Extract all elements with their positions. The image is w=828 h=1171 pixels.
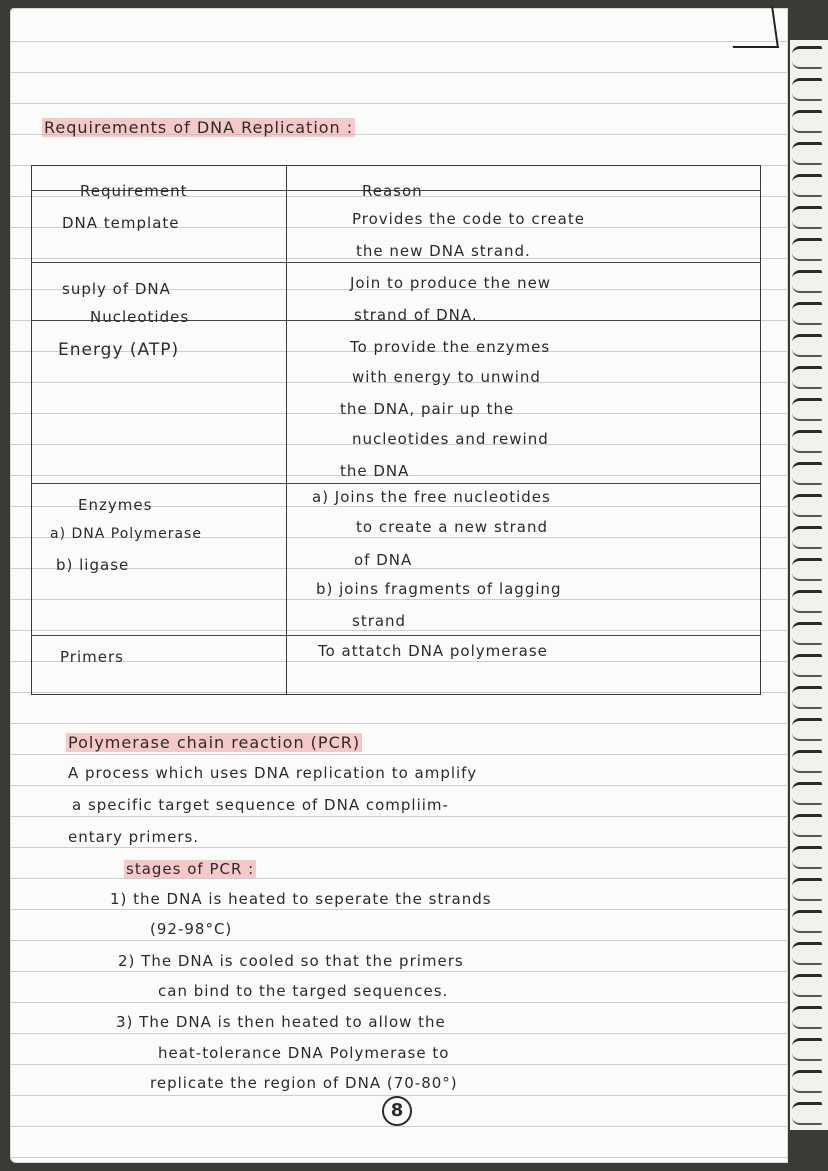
- spiral-ring: [792, 206, 822, 229]
- column-header-reason: Reason: [362, 182, 423, 200]
- reason-line: of DNA: [354, 551, 413, 569]
- spiral-ring: [792, 974, 822, 997]
- table-divider: [31, 483, 761, 484]
- spiral-ring: [792, 686, 822, 709]
- spiral-ring: [792, 590, 822, 613]
- spiral-ring: [792, 78, 822, 101]
- reason-line: the new DNA strand.: [356, 242, 531, 260]
- reason-line: the DNA: [340, 462, 410, 480]
- page-number: 8: [382, 1096, 412, 1126]
- stage-line: replicate the region of DNA (70-80°): [150, 1074, 458, 1092]
- spiral-ring: [792, 718, 822, 741]
- pcr-definition-line: a specific target sequence of DNA compliim-: [72, 796, 449, 814]
- reason-line: b) joins fragments of lagging: [316, 580, 562, 598]
- stage-line: heat-tolerance DNA Polymerase to: [158, 1044, 450, 1062]
- spiral-ring: [792, 782, 822, 805]
- spiral-ring: [792, 110, 822, 133]
- reason-line: strand of DNA.: [354, 306, 478, 324]
- spiral-ring: [792, 142, 822, 165]
- reason-line: to create a new strand: [356, 518, 549, 536]
- spiral-ring: [792, 494, 822, 517]
- requirement-cell: Enzymes: [78, 496, 153, 514]
- spiral-ring: [792, 942, 822, 965]
- requirement-cell: Energy (ATP): [58, 340, 180, 360]
- pcr-definition-line: entary primers.: [68, 828, 200, 846]
- spiral-ring: [792, 846, 822, 869]
- stage-line: 1) the DNA is heated to seperate the strands: [110, 890, 492, 908]
- spiral-ring: [792, 366, 822, 389]
- spiral-ring: [792, 1102, 822, 1125]
- stages-heading: stages of PCR :: [126, 860, 255, 878]
- spiral-ring: [792, 334, 822, 357]
- reason-line: a) Joins the free nucleotides: [312, 488, 551, 506]
- reason-line: To provide the enzymes: [350, 338, 551, 356]
- reason-line: Join to produce the new: [350, 274, 552, 292]
- requirement-cell: Nucleotides: [90, 308, 190, 326]
- pcr-title: Polymerase chain reaction (PCR): [68, 733, 361, 752]
- spiral-ring: [792, 1006, 822, 1029]
- reason-line: the DNA, pair up the: [340, 400, 515, 418]
- requirement-cell: suply of DNA: [62, 280, 171, 298]
- spiral-ring: [792, 238, 822, 261]
- table-divider: [31, 635, 761, 636]
- spiral-ring: [792, 430, 822, 453]
- spiral-ring: [792, 750, 822, 773]
- reason-line: Provides the code to create: [352, 210, 585, 228]
- spiral-ring: [792, 302, 822, 325]
- reason-line: To attatch DNA polymerase: [318, 642, 548, 660]
- pencil-mark: [727, 6, 779, 48]
- spiral-ring: [792, 558, 822, 581]
- stage-line: 2) The DNA is cooled so that the primers: [118, 952, 464, 970]
- pcr-definition-line: A process which uses DNA replication to amplify: [68, 764, 478, 782]
- reason-line: nucleotides and rewind: [352, 430, 549, 448]
- table-divider: [31, 262, 761, 263]
- spiral-ring: [792, 270, 822, 293]
- spiral-ring: [792, 622, 822, 645]
- requirement-cell: b) ligase: [56, 556, 130, 574]
- spiral-ring: [792, 878, 822, 901]
- stage-line: can bind to the targed sequences.: [158, 982, 449, 1000]
- requirement-cell: a) DNA Polymerase: [50, 526, 202, 542]
- spiral-ring: [792, 1070, 822, 1093]
- stage-line: 3) The DNA is then heated to allow the: [116, 1013, 446, 1031]
- requirement-cell: DNA template: [62, 214, 180, 232]
- spiral-ring: [792, 46, 822, 69]
- spiral-ring: [792, 398, 822, 421]
- reason-line: with energy to unwind: [352, 368, 541, 386]
- reason-line: strand: [352, 612, 407, 630]
- page-heading: Requirements of DNA Replication :: [44, 118, 354, 137]
- requirement-cell: Primers: [60, 648, 124, 666]
- spiral-ring: [792, 462, 822, 485]
- spiral-ring: [792, 654, 822, 677]
- spiral-ring: [792, 174, 822, 197]
- column-header-requirement: Requirement: [80, 182, 188, 200]
- spiral-ring: [792, 814, 822, 837]
- spiral-ring: [792, 1038, 822, 1061]
- spiral-binding: [790, 40, 828, 1130]
- spiral-ring: [792, 526, 822, 549]
- stage-line: (92-98°C): [150, 920, 233, 938]
- spiral-ring: [792, 910, 822, 933]
